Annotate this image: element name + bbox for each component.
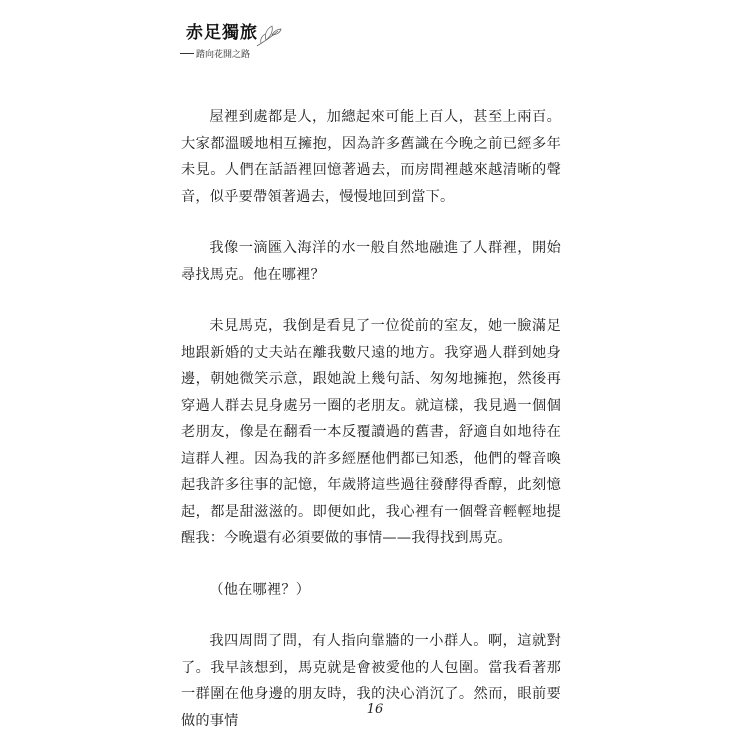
paragraph: （他在哪裡？） (209, 581, 311, 598)
paragraph: 屋裡到處都是人，加總起來可能上百人，甚至上兩百。大家都溫暖地相互擁抱，因為許多舊識在今晚之前已經多年未見。人們在話語裡回憶著過去，而房間裡越來越清晰的聲音，似乎要帶領著過去，慢慢地回到當下。 (181, 109, 561, 205)
paragraph: 我四周問了問，有人指向靠牆的一小群人。啊，這就對了。我早該想到，馬克就是會被愛他的人包圍。當我看著那一群圍在他身邊的朋友時，我的決心消沉了。然而，眼前要做的事情 (181, 633, 561, 729)
page-number: 16 (366, 702, 384, 717)
book-subtitle: 踏向花開之路 (196, 50, 251, 60)
paragraph: 我像一滴匯入海洋的水一般自然地融進了人群裡，開始尋找馬克。他在哪裡？ (181, 240, 561, 283)
book-subtitle-line (180, 47, 250, 60)
body-text (181, 104, 561, 734)
running-header (180, 18, 300, 62)
paragraph: 未見馬克，我倒是看見了一位從前的室友，她一臉滿足地跟新婚的丈夫站在離我數尺遠的地方。我穿過人群到她身邊，朝她微笑示意，跟她說上幾句話、匆匆地擁抱，然後再穿過人群去見身處另一圈的老朋友。就這樣，我見過一個個老朋友，像是在翻看一本反覆讀過的舊書，舒適自如地待在這群人裡。因為我的許多經歷他們都已知悉，他們的聲音喚起我許多往事的記憶，年歲將這些過往發酵得香醇，此刻憶起，都是甜滋滋的。即便如此，我心裡有一個聲音輕輕地提醒我：今晚還有必須要做的事情——我得找到馬克。 (181, 318, 561, 546)
flower-ornament-icon (254, 22, 282, 48)
subtitle-dash-rule (180, 53, 194, 54)
book-title: 赤足獨旅 (186, 23, 258, 43)
